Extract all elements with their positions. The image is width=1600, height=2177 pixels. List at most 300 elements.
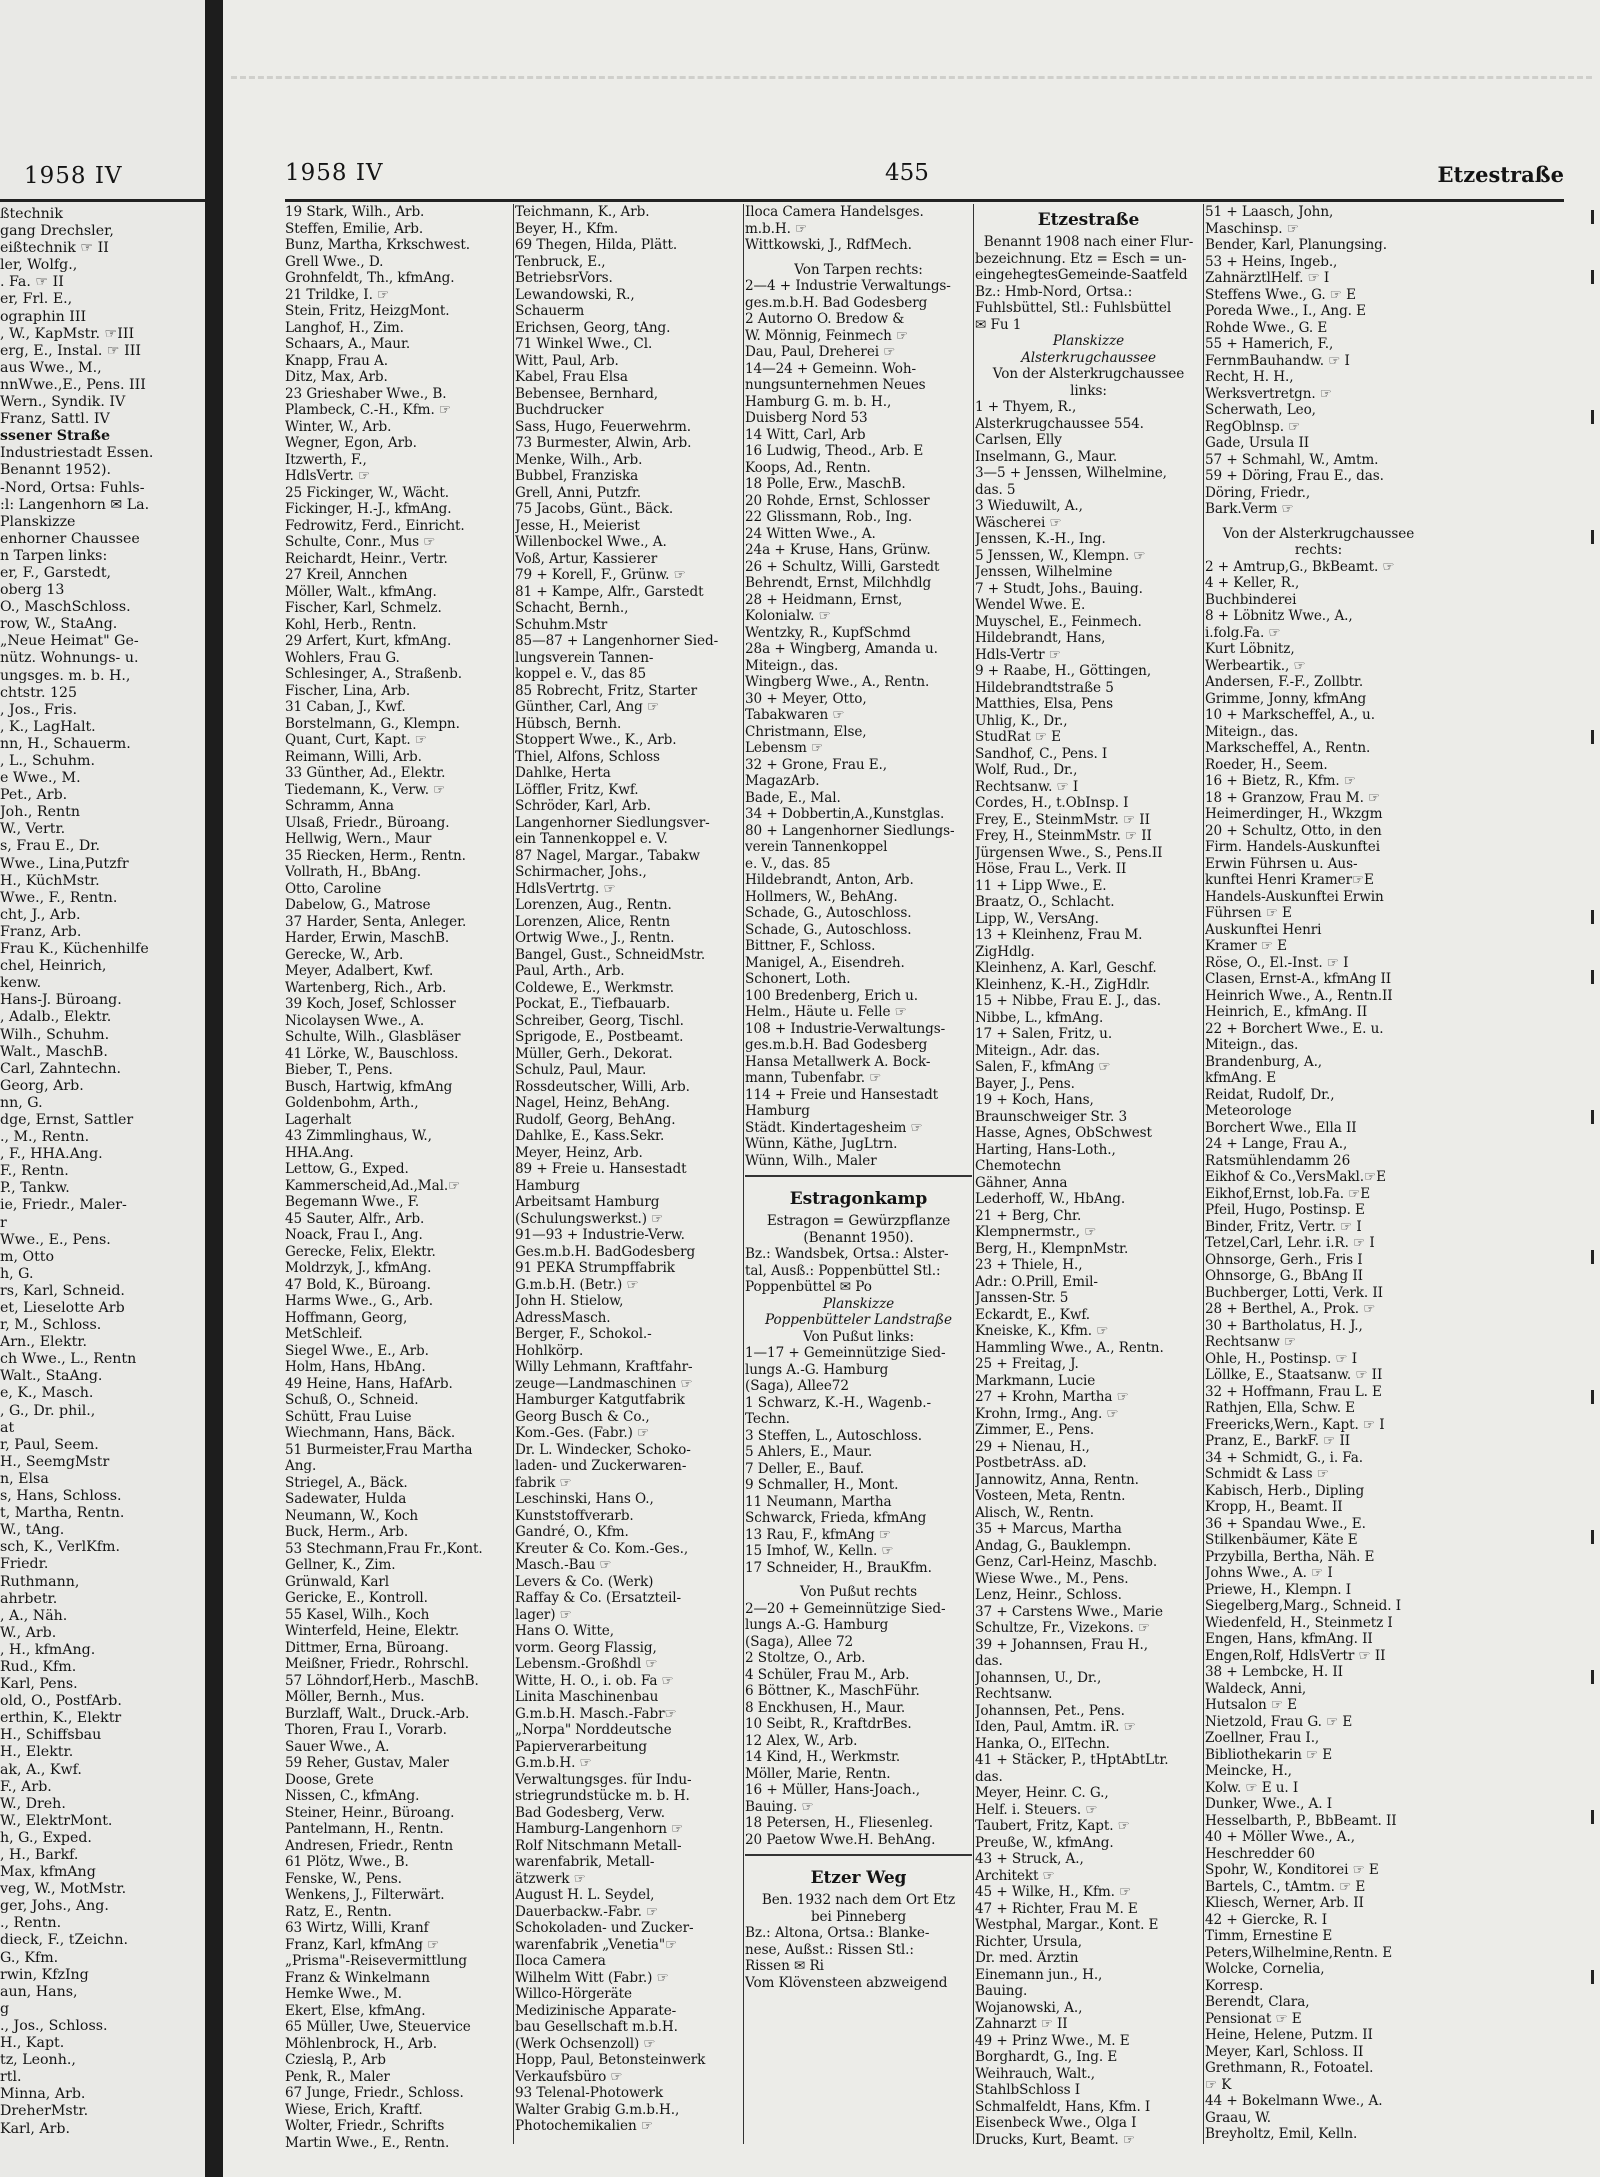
directory-entry: Hellwig, Wern., Maur <box>285 831 432 847</box>
facing-page-line: , Adalb., Elektr. <box>0 1009 112 1026</box>
facing-page-line: Pet., Arb. <box>0 787 68 804</box>
facing-page-line: DreherMstr. <box>0 2103 89 2120</box>
facing-page-line: ahrbetr. <box>0 1590 58 1607</box>
directory-entry: ges.m.b.H. Bad Godesberg <box>745 294 928 311</box>
directory-entry: Fickinger, H.-J., kfmAng. <box>285 501 452 517</box>
facing-page-line: r, M., Schloss. <box>0 1317 102 1334</box>
directory-entry: Stoppert Wwe., K., Arb. <box>515 732 677 748</box>
directory-entry: Behrendt, Ernst, Milchhdlg <box>745 575 932 591</box>
directory-entry: 2 Autorno O. Bredow & <box>745 311 905 327</box>
directory-entry: Kolonialw. ☞ <box>745 608 831 624</box>
directory-entry: Martin Wwe., E., Rentn. <box>285 2134 450 2149</box>
directory-entry: Schmalfeldt, Hans, Kfm. I <box>975 2098 1151 2115</box>
directory-entry: kunftei Henri Kramer☞E <box>1205 872 1374 888</box>
facing-page-line: nn, G. <box>0 1094 43 1111</box>
directory-entry: John H. Stielow, <box>515 1293 624 1309</box>
directory-entry: Witte, H. O., i. ob. Fa ☞ <box>515 1672 674 1689</box>
facing-page-line: Benannt 1952). <box>0 462 112 479</box>
directory-entry: 35 Riecken, Herm., Rentn. <box>285 847 466 864</box>
directory-entry: G.m.b.H. Masch.-Fabr☞ <box>515 1705 677 1722</box>
directory-entry: Kreuter & Co. Kom.-Ges., <box>515 1540 689 1557</box>
directory-entry: 19 Stark, Wilh., Arb. <box>285 204 425 220</box>
directory-entry: Rohde Wwe., G. E <box>1205 319 1328 336</box>
directory-entry: (Saga), Allee72 <box>745 1378 849 1394</box>
directory-entry: 6 Böttner, K., MaschFühr. <box>745 1683 920 1699</box>
page-year: 1958 IV <box>285 160 384 186</box>
directory-entry: 29 Arfert, Kurt, kfmAng. <box>285 633 452 649</box>
directory-entry: Hesselbarth, P., BbBeamt. II <box>1205 1812 1397 1829</box>
directory-entry: Grimme, Jonny, kfmAng <box>1205 690 1367 707</box>
directory-entry: Borchert Wwe., Ella II <box>1205 1119 1357 1136</box>
directory-entry: Berger, F., Schokol.- <box>515 1326 652 1342</box>
directory-entry: Georg Busch & Co., <box>515 1408 650 1425</box>
directory-entry: Rissen ✉ Ri <box>745 1958 824 1974</box>
facing-page-line: Friedr. <box>0 1556 49 1573</box>
directory-entry: Heine, Helene, Putzm. II <box>1205 2027 1373 2043</box>
directory-entry: Rudolf, Georg, BehAng. <box>515 1111 676 1128</box>
directory-entry: Eikhof & Co.,VersMakl.☞E <box>1205 1169 1386 1185</box>
directory-entry: Meyer, Heinr. C. G., <box>975 1785 1109 1801</box>
directory-entry: Kabel, Frau Elsa <box>515 369 628 385</box>
directory-entry: Engen,Rolf, HdlsVertr ☞ II <box>1205 1647 1386 1664</box>
directory-entry: Erichsen, Georg, tAng. <box>515 319 671 336</box>
directory-entry: 18 + Granzow, Frau M. ☞ <box>1205 789 1381 806</box>
directory-entry: Schokoladen- und Zucker- <box>515 1920 694 1936</box>
directory-entry: Grell, Anni, Putzfr. <box>515 484 641 501</box>
directory-entry: 32 + Grone, Frau E., <box>745 756 887 773</box>
directory-entry: Lorenzen, Alice, Rentn <box>515 913 670 930</box>
facing-page-line: Joh., Rentn <box>0 804 80 821</box>
directory-entry: Frey, E., SteinmMstr. ☞ II <box>975 811 1150 828</box>
directory-entry: 1—17 + Gemeinnützige Sied- <box>745 1345 946 1361</box>
directory-entry: 26 + Schultz, Willi, Garstedt <box>745 558 940 575</box>
directory-entry: 67 Junge, Friedr., Schloss. <box>285 2085 464 2101</box>
directory-entry: Döring, Friedr., <box>1205 484 1311 501</box>
facing-page-line: erthin, K., Elektr <box>0 1710 122 1727</box>
directory-entry: Siegelberg,Marg., Schneid. I <box>1205 1598 1401 1614</box>
directory-entry: Genz, Carl-Heinz, Maschb. <box>975 1554 1158 1570</box>
directory-entry: Dabelow, G., Matrose <box>285 897 431 913</box>
directory-entry: Dahlke, E., Kass.Sekr. <box>515 1128 665 1144</box>
directory-entry: Przybilla, Bertha, Näh. E <box>1205 1548 1375 1565</box>
directory-entry: Tenbruck, E., <box>515 253 606 270</box>
facing-page-line: et, Lieselotte Arb <box>0 1300 125 1316</box>
index-tick <box>1591 1110 1594 1124</box>
facing-page-line: :l: Langenhorn ✉ La. <box>0 496 150 513</box>
directory-entry: Wohlers, Frau G. <box>285 649 400 666</box>
directory-entry: Fischer, Lina, Arb. <box>285 682 411 699</box>
street-separator <box>745 1854 972 1862</box>
directory-entry: Schröder, Karl, Arb. <box>515 798 651 814</box>
directory-entry: 29 + Nienau, H., <box>975 1438 1090 1455</box>
directory-entry: Steffen, Emilie, Arb. <box>285 220 424 237</box>
directory-entry: Bz.: Hmb-Nord, Ortsa.: <box>975 283 1133 300</box>
directory-entry: Grell Wwe., D. <box>285 253 384 270</box>
directory-entry: Meteorologe <box>1205 1103 1292 1119</box>
directory-entry: „Norpa" Norddeutsche <box>515 1722 672 1738</box>
facing-page-line: ographin III <box>0 308 87 325</box>
directory-entry: Lorenzen, Aug., Rentn. <box>515 897 672 913</box>
directory-entry: 93 Telenal-Photowerk <box>515 2085 664 2101</box>
directory-entry: Andersen, F.-F., Zollbtr. <box>1205 674 1364 690</box>
directory-entry: 81 + Kampe, Alfr., Garstedt <box>515 583 704 600</box>
directory-entry: 73 Burmester, Alwin, Arb. <box>515 435 692 451</box>
directory-entry: Voß, Artur, Kassierer <box>515 550 658 567</box>
directory-entry: Krohn, Irmg., Ang. ☞ <box>975 1405 1119 1422</box>
facing-page-line: H., KüchMstr. <box>0 872 100 889</box>
directory-entry: 43 Zimmlinghaus, W., <box>285 1128 432 1144</box>
directory-entry: 25 Fickinger, W., Wächt. <box>285 484 449 501</box>
directory-entry: Fenske, W., Pens. <box>285 1870 402 1887</box>
directory-entry: 47 + Richter, Frau M. E <box>975 1900 1138 1917</box>
directory-entry: Schwarck, Frieda, kfmAng <box>745 1510 927 1526</box>
directory-entry: Preuße, W., kfmAng. <box>975 1834 1114 1851</box>
directory-entry: 51 Burmeister,Frau Martha <box>285 1441 473 1458</box>
directory-entry: MetSchleif. <box>285 1326 363 1342</box>
directory-entry: Grünwald, Karl <box>285 1573 390 1590</box>
index-tick <box>1591 1530 1594 1544</box>
facing-page-line: , F., HHA.Ang. <box>0 1146 103 1163</box>
directory-entry: Hamburg <box>745 1103 810 1119</box>
facing-page-line: , W., KapMstr. ☞III <box>0 325 135 342</box>
facing-page-text <box>0 206 205 2138</box>
directory-entry: Kropp, H., Beamt. II <box>1205 1499 1343 1515</box>
directory-entry: koppel e. V., das 85 <box>515 666 647 682</box>
directory-entry: Hamburg G. m. b. H., <box>745 393 892 410</box>
directory-entry: Reimann, Willi, Arb. <box>285 748 422 765</box>
directory-entry: lungs A.-G. Hamburg <box>745 1361 889 1378</box>
facing-page-line: s, Frau E., Dr. <box>0 838 101 855</box>
directory-entry: 3 Steffen, L., Autoschloss. <box>745 1427 922 1444</box>
directory-entry: Gericke, E., Kontroll. <box>285 1590 428 1606</box>
directory-entry: 19 + Koch, Hans, <box>975 1092 1094 1108</box>
directory-entry: Dau, Paul, Dreherei ☞ <box>745 344 896 360</box>
directory-entry: Fedrowitz, Ferd., Einricht. <box>285 517 465 534</box>
directory-entry: Wäscherei ☞ <box>975 514 1062 531</box>
directory-entry: Pfeil, Hugo, Postinsp. E <box>1205 1202 1365 1218</box>
directory-entry: 55 + Hamerich, F., <box>1205 336 1334 352</box>
directory-entry: Bayer, J., Pens. <box>975 1075 1075 1092</box>
directory-entry: MagazArb. <box>745 773 820 789</box>
facing-page-line: n, Elsa <box>0 1470 49 1487</box>
directory-entry: 22 + Borchert Wwe., E. u. <box>1205 1020 1384 1037</box>
directory-entry: Schlesinger, A., Straßenb. <box>285 666 463 682</box>
facing-page-line: row, W., StaAng. <box>0 616 118 633</box>
directory-entry: Busch, Hartwig, kfmAng <box>285 1078 453 1095</box>
directory-entry: 24 Witten Wwe., A. <box>745 525 876 542</box>
facing-page-line: Wwe., Lina,Putzfr <box>0 855 129 872</box>
directory-entry: 89 + Freie u. Hansestadt <box>515 1161 687 1177</box>
directory-entry: Von der Alsterkrugchaussee <box>992 366 1185 382</box>
directory-entry: 28 + Berthel, A., Prok. ☞ <box>1205 1301 1376 1317</box>
facing-page-line: dge, Ernst, Sattler <box>0 1111 134 1128</box>
directory-entry: Hamburger Katgutfabrik <box>515 1392 685 1408</box>
directory-entry: Wilhelm Witt (Fabr.) ☞ <box>515 1969 669 1986</box>
directory-entry: Willenbockel Wwe., A. <box>515 534 667 550</box>
directory-entry: 20 Paetow Wwe.H. BehAng. <box>745 1831 936 1848</box>
directory-entry: 40 + Möller Wwe., A., <box>1205 1829 1355 1845</box>
directory-entry: Schade, G., Autoschloss. <box>745 905 912 921</box>
directory-entry: ZahnärztlHelf. ☞ I <box>1205 270 1330 286</box>
facing-page-line: Franz, Sattl. IV <box>0 411 110 428</box>
directory-entry: 31 Caban, J., Kwf. <box>285 699 406 715</box>
directory-entry: Frey, H., SteinmMstr. ☞ II <box>975 828 1152 844</box>
directory-entry: 4 + Keller, R., <box>1205 575 1300 591</box>
facing-page-line: m, Otto <box>0 1248 55 1265</box>
facing-page-line: nütz. Wohnungs- u. <box>0 650 139 667</box>
directory-entry: Burzlaff, Walt., Druck.-Arb. <box>285 1705 470 1722</box>
facing-page-line: F., Arb. <box>0 1778 52 1795</box>
directory-entry: Graau, W. <box>1205 2109 1271 2126</box>
directory-entry: Ditz, Max, Arb. <box>285 369 388 385</box>
directory-entry: 8 Enckhusen, H., Maur. <box>745 1699 906 1716</box>
directory-entry: 28 + Heidmann, Ernst, <box>745 591 903 608</box>
directory-entry: 41 + Stäcker, P., tHptAbtLtr. <box>975 1752 1169 1768</box>
directory-entry: AdressMasch. <box>515 1309 611 1326</box>
facing-page-line: Frau K., Küchenhilfe <box>0 941 149 958</box>
directory-entry: Dahlke, Herta <box>515 765 611 781</box>
directory-entry: Lewandowski, R., <box>515 286 635 303</box>
directory-entry: Borghardt, G., Ing. E <box>975 2049 1118 2065</box>
spacer <box>745 254 972 262</box>
directory-entry: 7 + Studt, Johs., Bauing. <box>975 580 1143 597</box>
directory-entry: 53 + Heins, Ingeb., <box>1205 253 1338 270</box>
facing-page-line: H., Schiffsbau <box>0 1727 102 1744</box>
directory-entry: Eisenbeck Wwe., Olga I <box>975 2115 1137 2131</box>
directory-entry: Grethmann, R., Fotoatel. <box>1205 2060 1374 2076</box>
directory-entry: Planskizze <box>1052 333 1125 349</box>
directory-entry: W. Mönnig, Feinmech ☞ <box>745 327 909 344</box>
directory-entry: Planskizze <box>822 1295 895 1312</box>
directory-entry: Löllke, E., Staatsanw. ☞ II <box>1205 1367 1383 1383</box>
directory-column-1 <box>285 204 512 2149</box>
directory-entry: Wiedenfeld, H., Steinmetz I <box>1205 1614 1393 1631</box>
facing-page-line: Wwe., E., Pens. <box>0 1231 111 1248</box>
facing-page-fragment <box>0 0 205 2177</box>
facing-page-line: W., tAng. <box>0 1522 65 1539</box>
page-number: 455 <box>885 160 929 186</box>
directory-entry: Ohle, H., Postinsp. ☞ I <box>1205 1350 1357 1367</box>
directory-entry: Hildebrandt, Anton, Arb. <box>745 872 914 888</box>
directory-entry: 33 Günther, Ad., Elektr. <box>285 765 446 781</box>
directory-entry: Franz, Karl, kfmAng ☞ <box>285 1936 440 1953</box>
directory-entry: Lettow, G., Exped. <box>285 1161 409 1177</box>
directory-entry: Werbeartik., ☞ <box>1205 657 1306 674</box>
column-divider <box>973 204 974 2144</box>
directory-entry: Lederhoff, W., HbAng. <box>975 1191 1126 1207</box>
directory-entry: Bz.: Altona, Ortsa.: Blanke- <box>745 1925 930 1941</box>
directory-entry: Möller, Marie, Rentn. <box>745 1765 891 1782</box>
directory-entry: kfmAng. E <box>1205 1070 1277 1086</box>
directory-entry: Estragon = Gewürzpflanze <box>766 1213 951 1229</box>
directory-entry: Alisch, W., Rentn. <box>975 1504 1094 1521</box>
directory-entry: Buchbinderei <box>1205 591 1297 608</box>
directory-entry: BetriebsrVors. <box>515 270 613 286</box>
facing-page-rule <box>0 199 205 202</box>
directory-entry: Bieber, T., Pens. <box>285 1062 393 1078</box>
directory-entry: Stilkenbäumer, Käte E <box>1205 1532 1358 1548</box>
directory-entry: 14 Witt, Carl, Arb <box>745 426 866 443</box>
facing-page-line: Max, kfmAng <box>0 1864 96 1881</box>
facing-page-line: tz, Leonh., <box>0 2052 76 2069</box>
directory-entry: striegrundstücke m. b. H. <box>515 1788 690 1804</box>
directory-entry: Breyholtz, Emil, Kelln. <box>1205 2126 1358 2142</box>
directory-entry: Dr. L. Windecker, Schoko- <box>515 1441 691 1458</box>
directory-entry: 49 + Prinz Wwe., M. E <box>975 2032 1130 2049</box>
directory-entry: Hans O. Witte, <box>515 1623 614 1639</box>
directory-entry: Jenssen, K.-H., Ing. <box>975 531 1106 547</box>
facing-page-line: eißtechnik ☞ II <box>0 240 109 257</box>
index-tick <box>1591 910 1594 924</box>
facing-page-line: ie, Friedr., Maler- <box>0 1197 127 1214</box>
directory-entry: Wingberg Wwe., A., Rentn. <box>745 674 930 690</box>
directory-entry: 24a + Kruse, Hans, Grünw. <box>745 542 931 558</box>
facing-page-line: Franz, Arb. <box>0 923 82 940</box>
directory-entry: Arbeitsamt Hamburg <box>515 1194 660 1210</box>
directory-entry: Carlsen, Elly <box>975 432 1062 448</box>
directory-entry: 49 Heine, Hans, HafArb. <box>285 1375 453 1392</box>
directory-entry: warenfabrik, Metall- <box>515 1854 655 1870</box>
directory-entry: 2 + Amtrup,G., BkBeamt. ☞ <box>1205 558 1395 575</box>
directory-entry: Pockat, E., Tiefbauarb. <box>515 996 671 1012</box>
directory-entry: Adr.: O.Prill, Emil- <box>975 1273 1098 1290</box>
directory-entry: nese, Außst.: Rissen Stl.: <box>745 1941 914 1958</box>
directory-entry: Handels-Auskunftei Erwin <box>1205 888 1384 905</box>
directory-entry: Schramm, Anna <box>285 798 394 814</box>
directory-entry: 28a + Wingberg, Amanda u. <box>745 641 938 657</box>
directory-entry: Dittmer, Erna, Büroang. <box>285 1639 449 1656</box>
index-tick <box>1591 1970 1594 1984</box>
directory-entry: Von Pußut rechts <box>799 1584 918 1600</box>
facing-page-line: oberg 13 <box>0 582 65 599</box>
directory-entry: Bunz, Martha, Krkschwest. <box>285 237 470 253</box>
directory-entry: Hamburg-Langenhorn ☞ <box>515 1821 684 1837</box>
directory-entry: Bade, E., Mal. <box>745 789 841 806</box>
directory-entry: Hoffmann, Georg, <box>285 1309 408 1326</box>
directory-entry: Wentzky, R., KupfSchmd <box>745 624 911 641</box>
directory-entry: Ang. <box>285 1458 317 1474</box>
directory-entry: Harting, Hans-Loth., <box>975 1141 1116 1158</box>
directory-entry: Plambeck, C.-H., Kfm. ☞ <box>285 402 451 418</box>
directory-entry: e. V., das. 85 <box>745 855 831 872</box>
facing-page-line: ßtechnik <box>0 206 63 222</box>
directory-entry: Grohnfeldt, Th., kfmAng. <box>285 270 455 286</box>
directory-entry: Sauer Wwe., A. <box>285 1738 390 1755</box>
directory-entry: 23 Grieshaber Wwe., B. <box>285 385 447 402</box>
facing-page-line: , K., LagHalt. <box>0 718 96 735</box>
directory-entry: 16 + Bietz, R., Kfm. ☞ <box>1205 773 1356 789</box>
directory-entry: Miteign., das. <box>1205 1037 1299 1053</box>
directory-entry: 59 + Döring, Frau E., das. <box>1205 468 1384 484</box>
directory-entry: Schulte, Wilh., Glasbläser <box>285 1029 461 1045</box>
facing-page-line: Walt., MaschB. <box>0 1043 108 1060</box>
facing-page-line: e, K., Masch. <box>0 1385 94 1402</box>
directory-entry: Janssen-Str. 5 <box>975 1290 1069 1306</box>
index-tick <box>1591 210 1594 224</box>
facing-page-line: nn, H., Schauerm. <box>0 735 131 752</box>
directory-entry: Lipp, W., VersAng. <box>975 910 1099 927</box>
facing-page-line: er, F., Garstedt, <box>0 564 112 581</box>
directory-entry: 2 Stoltze, O., Arb. <box>745 1650 866 1666</box>
directory-entry: Clasen, Ernst-A., kfmAng II <box>1205 971 1392 987</box>
directory-entry: Ulsaß, Friedr., Büroang. <box>285 814 450 831</box>
directory-entry: Bittner, F., Schloss. <box>745 938 876 954</box>
directory-entry: Walter Grabig G.m.b.H., <box>515 2101 680 2118</box>
directory-entry: Eckardt, E., Kwf. <box>975 1306 1091 1323</box>
index-tick <box>1591 730 1594 744</box>
directory-entry: Peters,Wilhelmine,Rentn. E <box>1205 1944 1393 1961</box>
directory-entry: 9 Schmaller, H., Mont. <box>745 1477 899 1493</box>
directory-entry: Eikhof,Ernst, lob.Fa. ☞E <box>1205 1185 1371 1202</box>
directory-entry: Tetzel,Carl, Lehr. i.R. ☞ I <box>1205 1235 1375 1251</box>
directory-entry: Fischer, Karl, Schmelz. <box>285 600 442 616</box>
facing-page-line: Georg, Arb. <box>0 1077 84 1094</box>
facing-page-line: ak, A., Kwf. <box>0 1761 82 1778</box>
directory-entry: 13 Rau, F., kfmAng ☞ <box>745 1526 891 1543</box>
directory-entry: 21 + Berg, Chr. <box>975 1207 1082 1224</box>
directory-entry: Schauerm <box>515 303 585 319</box>
directory-entry: Spohr, W., Konditorei ☞ E <box>1205 1862 1379 1878</box>
directory-entry: Hübsch, Bernh. <box>515 715 622 732</box>
facing-page-line: H., Kapt. <box>0 2035 65 2052</box>
directory-entry: Sadewater, Hulda <box>285 1491 407 1507</box>
directory-entry: Heschredder 60 <box>1205 1845 1315 1862</box>
directory-entry: 91—93 + Industrie-Verw. <box>515 1227 685 1243</box>
directory-entry: 1 + Thyem, R., <box>975 399 1077 415</box>
facing-page-line: ungsges. m. b. H., <box>0 667 131 684</box>
directory-entry: 18 Petersen, H., Fliesenleg. <box>745 1815 934 1831</box>
directory-entry: ges.m.b.H. Bad Godesberg <box>745 1037 928 1053</box>
directory-entry: 12 Alex, W., Arb. <box>745 1732 858 1749</box>
spacer <box>745 1576 972 1584</box>
directory-entry: 15 Imhof, W., Kelln. ☞ <box>745 1543 894 1559</box>
directory-entry: Thoren, Frau I., Vorarb. <box>285 1722 447 1738</box>
directory-entry: Kohl, Herb., Rentn. <box>285 616 417 633</box>
directory-entry: 37 Harder, Senta, Anleger. <box>285 913 467 930</box>
facing-page-line: dieck, F., tZeichn. <box>0 1932 128 1949</box>
directory-entry: laden- und Zuckerwaren- <box>515 1458 687 1474</box>
directory-entry: Hasse, Agnes, ObSchwest <box>975 1125 1152 1141</box>
facing-page-line: Minna, Arb. <box>0 2086 86 2103</box>
facing-page-line: , L., Schuhm. <box>0 753 96 769</box>
directory-entry: Tabakwaren ☞ <box>745 707 845 723</box>
directory-entry: Kleinhenz, K.-H., ZigHdlr. <box>975 976 1151 993</box>
directory-entry: 53 Stechmann,Frau Fr.,Kont. <box>285 1540 483 1557</box>
directory-entry: Erwin Führsen u. Aus- <box>1205 855 1358 872</box>
directory-entry: Paul, Arth., Arb. <box>515 963 625 979</box>
facing-page-line: chel, Heinrich, <box>0 958 107 975</box>
facing-page-line: er, Frl. E., <box>0 291 73 308</box>
directory-entry: Recht, H. H., <box>1205 369 1294 385</box>
directory-entry: StahlbSchloss I <box>975 2082 1081 2098</box>
directory-entry: Papierverarbeitung <box>515 1738 648 1755</box>
directory-entry: Levers & Co. (Werk) <box>515 1573 654 1590</box>
directory-column-5 <box>1205 204 1432 2149</box>
directory-entry: Matthies, Elsa, Pens <box>975 696 1114 712</box>
directory-entry: Ortwig Wwe., J., Rentn. <box>515 930 675 946</box>
directory-entry: Braunschweiger Str. 3 <box>975 1108 1128 1125</box>
directory-column-2 <box>515 204 742 2149</box>
facing-page-line: n Tarpen links: <box>0 547 108 564</box>
directory-entry: Franz & Winkelmann <box>285 1969 430 1986</box>
directory-entry: Bad Godesberg, Verw. <box>515 1804 665 1821</box>
directory-entry: fabrik ☞ <box>515 1474 572 1491</box>
directory-entry: 24 + Lange, Frau A., <box>1205 1136 1348 1152</box>
directory-entry: vorm. Georg Flassig, <box>515 1639 657 1656</box>
directory-entry: mann, Tubenfabr. ☞ <box>745 1070 882 1086</box>
index-tick <box>1591 270 1594 284</box>
directory-entry: Bubbel, Franziska <box>515 468 639 484</box>
